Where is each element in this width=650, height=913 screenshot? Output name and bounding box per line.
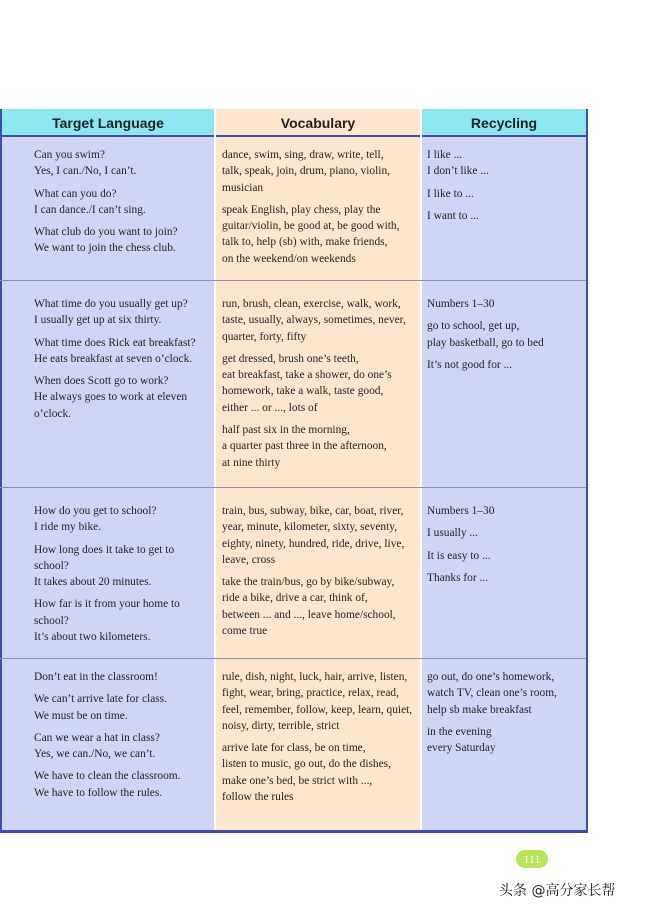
cell-paragraph	[34, 596, 210, 645]
cell-line: noisy, dirty, terrible, strict	[222, 719, 340, 732]
cell-line: every Saturday	[427, 742, 496, 755]
cell-line: I like to ...	[427, 187, 474, 200]
cell-paragraph	[427, 208, 583, 224]
cell-line: either ... or ..., lots of	[222, 401, 318, 414]
cell-paragraph	[34, 503, 210, 536]
target-cell	[34, 147, 210, 263]
row-separator	[0, 658, 586, 659]
cell-paragraph	[427, 548, 583, 564]
cell-line: It’s not good for ...	[427, 358, 513, 371]
cell-line: school?	[34, 614, 69, 627]
cell-paragraph	[34, 147, 210, 180]
cell-line: run, brush, clean, exercise, walk, work,	[222, 298, 401, 310]
header-target-language: Target Language	[0, 109, 214, 137]
cell-paragraph	[222, 669, 416, 734]
cell-line: I usually ...	[427, 527, 478, 540]
cell-line: Don’t eat in the classroom!	[34, 671, 158, 683]
cell-paragraph	[222, 574, 416, 639]
vocab-cell	[222, 296, 416, 477]
watermark: 头条 @高分家长帮	[499, 883, 616, 899]
column-gap	[214, 109, 216, 830]
cell-line: We have to clean the classroom.	[34, 770, 181, 783]
cell-line: ride a bike, drive a car, think of,	[222, 592, 368, 605]
cell-line: He eats breakfast at seven o’clock.	[34, 352, 193, 365]
cell-paragraph	[222, 202, 416, 267]
cell-line: It is easy to ...	[427, 549, 491, 562]
cell-line: Numbers 1–30	[427, 298, 495, 310]
vocab-cell	[222, 669, 416, 811]
cell-line: half past six in the morning,	[222, 424, 350, 437]
cell-line: fight, wear, bring, practice, relax, read,	[222, 687, 399, 700]
cell-line: It takes about 20 minutes.	[34, 576, 152, 589]
cell-paragraph	[34, 296, 210, 329]
cell-line: Yes, I can./No, I can’t.	[34, 165, 137, 178]
cell-line: talk to, help (sb) with, make friends,	[222, 236, 388, 249]
cell-line: I don’t like ...	[427, 165, 489, 178]
cell-line: Can we wear a hat in class?	[34, 731, 160, 744]
cell-line: I ride my bike.	[34, 521, 102, 534]
cell-paragraph	[427, 318, 583, 351]
cell-paragraph	[34, 730, 210, 763]
header-row	[0, 109, 586, 137]
cell-paragraph	[222, 422, 416, 471]
cell-line: I like ...	[427, 149, 463, 161]
header-recycling: Recycling	[422, 109, 586, 137]
cell-line: help sb make breakfast	[427, 703, 532, 716]
cell-line: homework, take a walk, taste good,	[222, 385, 384, 398]
vocab-cell	[222, 503, 416, 645]
cell-paragraph	[222, 296, 416, 345]
cell-line: I want to ...	[427, 209, 479, 222]
cell-line: guitar/violin, be good at, be good with,	[222, 220, 400, 233]
cell-paragraph	[427, 525, 583, 541]
cell-line: take the train/bus, go by bike/subway,	[222, 576, 395, 589]
vocab-cell	[222, 147, 416, 273]
cell-line: talk, speak, join, drum, piano, violin,	[222, 165, 390, 178]
cell-line: What time do you usually get up?	[34, 298, 188, 310]
header-vocabulary: Vocabulary	[216, 109, 420, 137]
cell-line: on the weekend/on weekends	[222, 252, 356, 265]
cell-line: When does Scott go to work?	[34, 375, 169, 388]
cell-line: dance, swim, sing, draw, write, tell,	[222, 149, 384, 161]
row-separator	[0, 487, 586, 488]
cell-paragraph	[427, 296, 583, 312]
cell-line: go to school, get up,	[427, 320, 520, 333]
cell-line: follow the rules	[222, 791, 294, 804]
cell-paragraph	[34, 691, 210, 724]
cell-paragraph	[222, 147, 416, 196]
cell-line: We have to follow the rules.	[34, 786, 163, 799]
cell-line: train, bus, subway, bike, car, boat, river,	[222, 505, 404, 517]
cell-line: come true	[222, 625, 268, 638]
cell-line: between ... and ..., leave home/school,	[222, 608, 396, 621]
cell-line: It’s about two kilometers.	[34, 631, 151, 644]
cell-line: feel, remember, follow, keep, learn, quiet,	[222, 703, 413, 716]
cell-paragraph	[222, 740, 416, 805]
cell-paragraph	[34, 186, 210, 219]
cell-line: I usually get up at six thirty.	[34, 314, 162, 327]
cell-line: What can you do?	[34, 187, 117, 200]
cell-line: in the evening	[427, 725, 492, 738]
recycle-cell	[427, 669, 583, 762]
recycle-cell	[427, 147, 583, 230]
cell-line: go out, do one’s homework,	[427, 671, 555, 683]
language-table	[0, 109, 588, 833]
cell-line: Yes, we can./No, we can’t.	[34, 748, 156, 761]
cell-line: eighty, ninety, hundred, ride, drive, live,	[222, 537, 405, 550]
cell-line: musician	[222, 181, 264, 194]
cell-paragraph	[427, 186, 583, 202]
cell-paragraph	[34, 669, 210, 685]
page-number: 111	[516, 850, 548, 868]
cell-line: o’clock.	[34, 407, 72, 420]
cell-line: a quarter past three in the afternoon,	[222, 440, 387, 453]
cell-line: What club do you want to join?	[34, 226, 178, 239]
cell-line: How do you get to school?	[34, 505, 157, 517]
cell-paragraph	[222, 351, 416, 416]
cell-line: I can dance./I can’t sing.	[34, 203, 146, 216]
cell-line: We must be on time.	[34, 709, 128, 722]
cell-paragraph	[34, 335, 210, 368]
target-cell	[34, 296, 210, 428]
cell-line: arrive late for class, be on time,	[222, 742, 366, 755]
cell-paragraph	[427, 570, 583, 586]
cell-paragraph	[427, 357, 583, 373]
cell-line: Numbers 1–30	[427, 505, 495, 517]
cell-line: make one’s bed, be strict with ...,	[222, 774, 373, 787]
cell-line: quarter, forty, fifty	[222, 330, 307, 343]
target-cell	[34, 669, 210, 807]
cell-line: We want to join the chess club.	[34, 242, 176, 255]
target-cell	[34, 503, 210, 651]
recycle-cell	[427, 296, 583, 379]
cell-line: How long does it take to get to	[34, 543, 175, 556]
cell-paragraph	[34, 373, 210, 422]
cell-paragraph	[427, 147, 583, 180]
cell-line: Can you swim?	[34, 149, 105, 161]
cell-line: listen to music, go out, do the dishes,	[222, 758, 391, 771]
cell-line: We can’t arrive late for class.	[34, 693, 167, 706]
cell-line: play basketball, go to bed	[427, 336, 544, 349]
cell-paragraph	[34, 542, 210, 591]
cell-line: rule, dish, night, luck, hair, arrive, listen,	[222, 671, 408, 683]
cell-line: watch TV, clean one’s room,	[427, 687, 557, 700]
recycle-cell	[427, 503, 583, 592]
cell-line: at nine thirty	[222, 456, 281, 469]
cell-line: speak English, play chess, play the	[222, 203, 381, 216]
cell-line: taste, usually, always, sometimes, never,	[222, 314, 406, 327]
cell-line: How far is it from your home to	[34, 598, 180, 611]
column-gap	[420, 109, 422, 830]
cell-line: Thanks for ...	[427, 571, 489, 584]
row-separator	[0, 280, 586, 281]
cell-paragraph	[427, 503, 583, 519]
cell-paragraph	[34, 768, 210, 801]
cell-paragraph	[222, 503, 416, 568]
cell-line: school?	[34, 559, 69, 572]
cell-line: He always goes to work at eleven	[34, 391, 188, 404]
cell-line: year, minute, kilometer, sixty, seventy,	[222, 521, 398, 534]
cell-line: What time does Rick eat breakfast?	[34, 336, 196, 349]
cell-line: eat breakfast, take a shower, do one’s	[222, 369, 392, 382]
cell-paragraph	[427, 724, 583, 757]
cell-paragraph	[34, 224, 210, 257]
cell-paragraph	[427, 669, 583, 718]
cell-line: get dressed, brush one’s teeth,	[222, 352, 359, 365]
cell-line: leave, cross	[222, 553, 276, 566]
